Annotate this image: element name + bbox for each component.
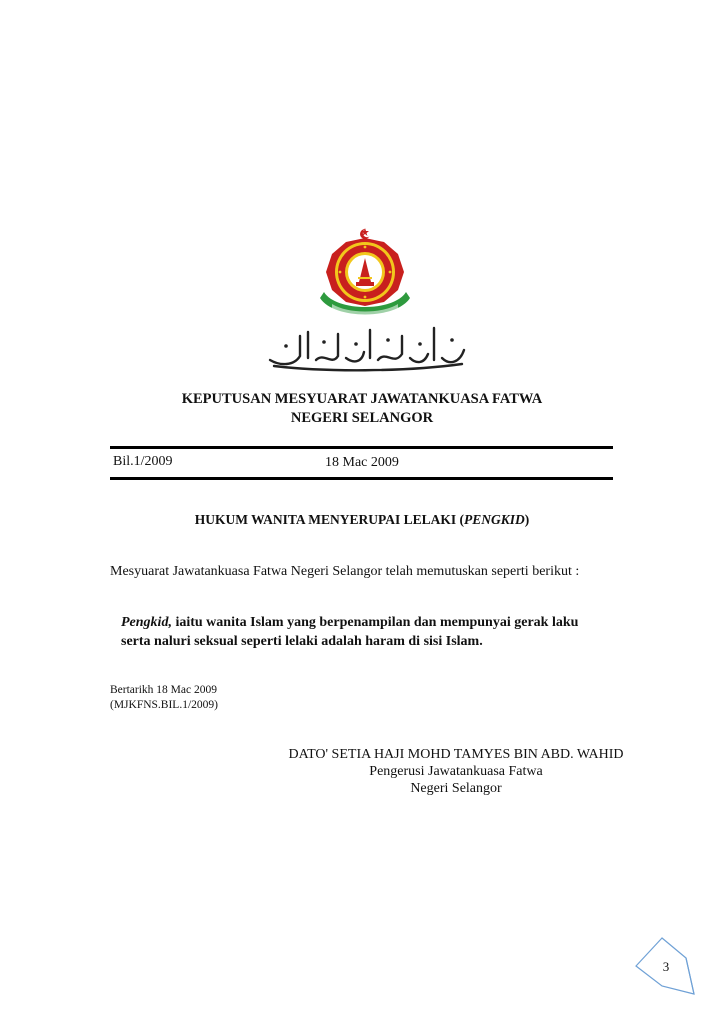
emblem-graphic: [318, 226, 412, 322]
decision-text: [121, 613, 611, 651]
heading-suffix: ): [524, 512, 530, 527]
document-title: [110, 390, 614, 428]
dated-block: [110, 683, 218, 713]
jabatan-mufti-emblem: [318, 226, 412, 322]
heading-prefix: HUKUM WANITA MENYERUPAI LELAKI (: [194, 512, 464, 527]
title-line-2: NEGERI SELANGOR: [290, 410, 434, 426]
dated-line-2: (MJKFNS.BIL.1/2009): [110, 699, 218, 711]
decision-term: Pengkid,: [121, 615, 172, 630]
reference-date: 18 Mac 2009: [325, 455, 399, 470]
bottom-rule: [110, 477, 613, 480]
ruling-heading: [110, 512, 614, 528]
calligraphy-graphic: [264, 322, 470, 372]
signature-block: [270, 746, 642, 797]
signatory-organization: Negeri Selangor: [410, 781, 502, 796]
arabic-calligraphy-logo: [264, 322, 470, 372]
signatory-name: DATO' SETIA HAJI MOHD TAMYES BIN ABD. WAHID: [288, 747, 624, 762]
decision-body: iaitu wanita Islam yang berpenampilan dan mempunyai gerak laku serta naluri seksual seperti lelaki adalah haram di sisi Islam.: [121, 615, 579, 649]
reference-number: Bil.1/2009: [113, 454, 173, 469]
signatory-position: Pengerusi Jawatankuasa Fatwa: [369, 764, 543, 779]
page-number: 3: [662, 959, 670, 974]
top-rule: [110, 446, 613, 449]
dated-line-1: Bertarikh 18 Mac 2009: [110, 684, 217, 696]
title-line-1: KEPUTUSAN MESYUARAT JAWATANKUASA FATWA: [181, 391, 543, 407]
intro-paragraph: Mesyuarat Jawatankuasa Fatwa Negeri Selangor telah memutuskan seperti berikut :: [110, 564, 580, 579]
heading-term: PENGKID: [464, 512, 525, 527]
